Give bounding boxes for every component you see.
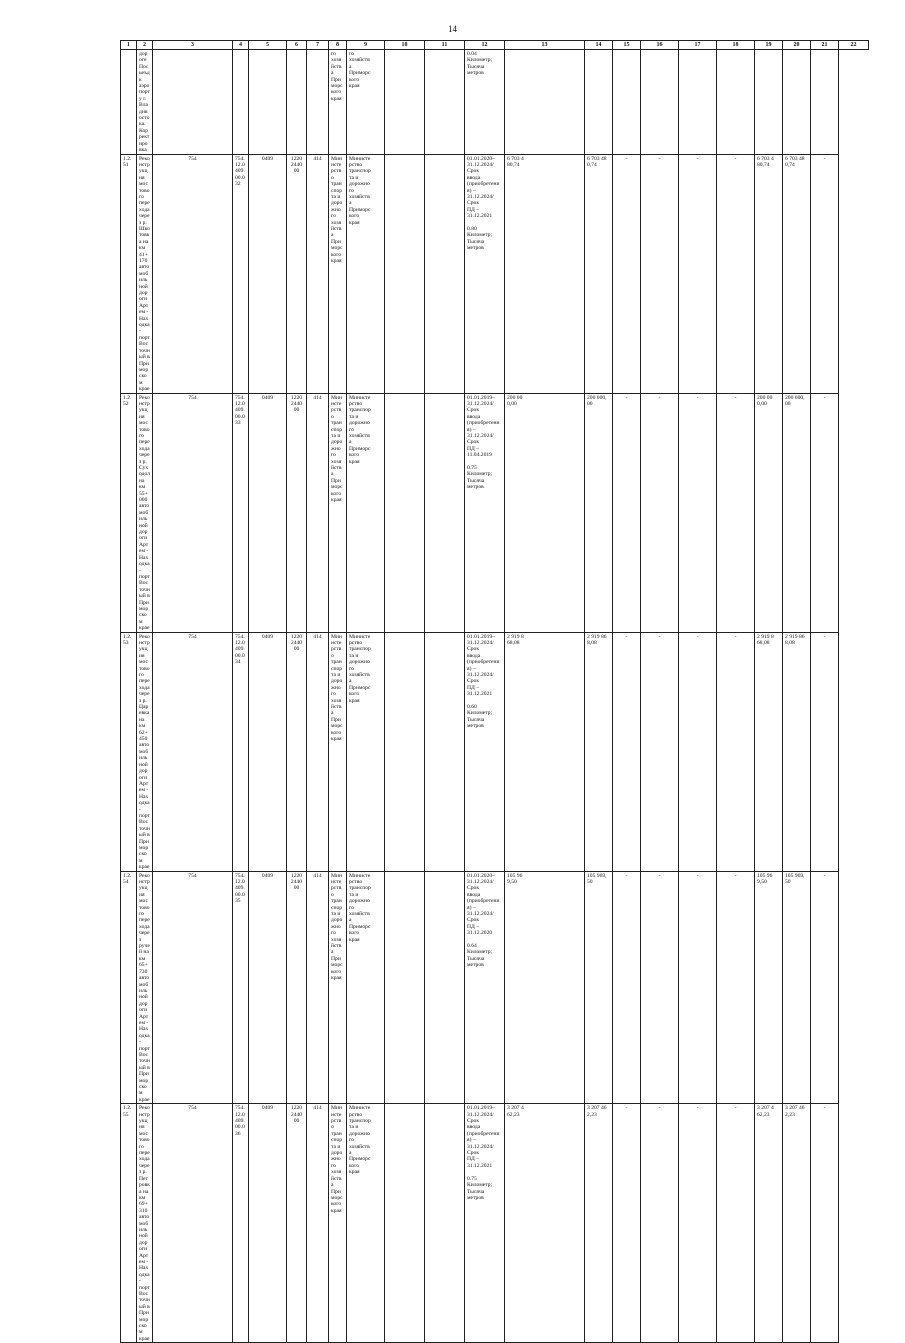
column-header-11: 11 [425,41,465,50]
table-cell-c13: 0.04 Километр; Тысяча метров [465,50,505,155]
table-cell-name: дороге Посьеъд к аэропорту г. Владивостока. Корректировка [137,50,153,155]
column-header-7: 7 [307,41,329,50]
table-cell-c6: 0409 [249,1104,287,1343]
table-row [121,154,869,393]
table-cell-c20 [755,50,783,155]
table-cell-c13: 01.01.2020– 31.12.2024/ Срок ввода (приобретения) – 31.12.2024/ Срок ПД – 31.12.2020 0.64 Километр; Тысяча метров [465,871,505,1104]
table-cell-c12 [425,632,465,871]
table-cell-name: Реконструкция мостового перехода через ручей на км 65+730 автомобильной дороги Артем - Находка - порт Восточный в Приморском крае [137,871,153,1104]
table-cell-no: 1.2. 54 [121,871,137,1104]
table-cell-c4 [153,50,233,155]
table-cell-c21: 200 000, 00 [783,393,811,632]
table-cell-c6 [249,50,287,155]
table-cell-c20: 3 207 4 62,23 [755,1104,783,1343]
table-cell-c20: 2 919 8 68,08 [755,632,783,871]
table-cell-c22: - [811,632,839,871]
table-cell-c5: 754.12.0 409.00.0 36 [233,1104,249,1343]
budget-table [120,40,869,1343]
column-header-10: 10 [385,41,425,50]
table-cell-c19: - [717,632,755,871]
table-cell-c18 [679,50,717,155]
table-cell-c19: - [717,393,755,632]
table-cell-name: Реконструкция мостового перехода через р. Петровка на км 69+310 автомобильной дороги Артем - Находка - порт Восточный в Приморском крае [137,1104,153,1343]
table-cell-c12 [425,1104,465,1343]
table-cell-c16: - [613,1104,641,1343]
table-cell-c5: 754.12.0 409.00.0 32 [233,154,249,393]
table-cell-c14: 2 919 8 68,08 [505,632,585,871]
table-cell-c20: 105 96 9,50 [755,871,783,1104]
column-header-8: 8 [329,41,347,50]
table-cell-c9: го хозяйств а Приморс кого края [329,50,347,155]
column-header-5: 5 [249,41,287,50]
table-cell-c21: 105 969, 50 [783,871,811,1104]
table-cell-c17: - [641,871,679,1104]
table-cell-c6: 0409 [249,154,287,393]
table-cell-c18: - [679,393,717,632]
table-cell-c17: - [641,632,679,871]
table-cell-c22: - [811,393,839,632]
table-cell-c10: Министе рство транспор та и дорожно го хозяйств а Приморс кого края [347,393,385,632]
column-header-20: 20 [783,41,811,50]
table-cell-c8: 414 [307,871,329,1104]
table-cell-c8: 414 [307,1104,329,1343]
table-cell-c15 [585,50,613,155]
table-cell-c4: 754 [153,632,233,871]
table-cell-no: 1.2. 51 [121,154,137,393]
table-cell-c18: - [679,154,717,393]
table-cell-c18: - [679,632,717,871]
table-cell-no [121,50,137,155]
table-cell-c22 [811,50,839,155]
column-header-12: 12 [465,41,505,50]
table-cell-c4: 754 [153,393,233,632]
table-cell-c14: 6 703 4 80,74 [505,154,585,393]
table-cell-c5: 754.12.0 409.00.0 34 [233,632,249,871]
table-cell-c5: 754.12.0 409.00.0 33 [233,393,249,632]
column-header-4: 4 [233,41,249,50]
table-cell-c11 [385,632,425,871]
table-cell-c13: 01.01.2020– 31.12.2024/ Срок ввода (приобретения) – 31.12.2024/ Срок ПД – 31.12.2021 0.80 Километр; Тысяча метров [465,154,505,393]
page-number: 14 [448,24,457,34]
table-cell-c7: 1220 2440 00 [287,1104,307,1343]
table-cell-c4: 754 [153,1104,233,1343]
table-cell-c9: Министе рство транспор та и дорожно го хозяйств а Приморс кого края [329,393,347,632]
table-cell-c7: 1220 2440 00 [287,393,307,632]
column-header-3: 3 [153,41,233,50]
table-cell-c20: 6 703 4 80,74 [755,154,783,393]
column-header-19: 19 [755,41,783,50]
column-header-13: 13 [505,41,585,50]
table-cell-c13: 01.01.2019– 31.12.2024/ Срок ввода (приобретения) – 31.12.2024/ Срок ПД – 31.12.2021 0.60 Километр; Тысяча метров [465,632,505,871]
header-row [121,41,869,50]
table-cell-c16: - [613,871,641,1104]
table-cell-c21: 3 207 46 2,23 [783,1104,811,1343]
table-cell-c15: 2 919 86 8,08 [585,632,613,871]
column-header-1: 1 [121,41,137,50]
table-row [121,50,869,155]
table-cell-c14 [505,50,585,155]
table-cell-name: Реконструкция мостового перехода через р. Царевка на км 62+450 автомобильной дороги Артем - Находка - порт Восточный в Приморском крае [137,632,153,871]
table-cell-c7: 1220 2440 00 [287,632,307,871]
table-cell-c19: - [717,154,755,393]
table-cell-c11 [385,393,425,632]
table-cell-c17 [641,50,679,155]
table-cell-c15: 3 207 46 2,23 [585,1104,613,1343]
table-row [121,1104,869,1343]
table-cell-c21: 2 919 86 8,08 [783,632,811,871]
table-cell-c20: 200 00 0,00 [755,393,783,632]
table-cell-c12 [425,50,465,155]
table-cell-c5 [233,50,249,155]
table-cell-c15: 6 703 48 0,74 [585,154,613,393]
table-cell-c16: - [613,154,641,393]
table-cell-c12 [425,154,465,393]
column-header-15: 15 [613,41,641,50]
table-cell-c9: Министе рство транспор та и дорожно го хозяйств а Приморс кого края [329,871,347,1104]
table-cell-c8: 414 [307,632,329,871]
table-row [121,871,869,1104]
column-header-6: 6 [287,41,307,50]
table-cell-c19 [717,50,755,155]
table-cell-c7: 1220 2440 00 [287,871,307,1104]
table-cell-c4: 754 [153,871,233,1104]
column-header-9: 9 [347,41,385,50]
table-cell-c16: - [613,632,641,871]
table-cell-no: 1.2. 53 [121,632,137,871]
table-cell-c15: 200 000, 00 [585,393,613,632]
table-cell-c18: - [679,1104,717,1343]
table-cell-c18: - [679,871,717,1104]
table-cell-name: Реконструкция мостового перехода через р. Суходол на км 55+000 автомобильной дороги Артем - Находка - порт Восточный в Приморском крае [137,393,153,632]
column-header-14: 14 [585,41,613,50]
table-cell-c17: - [641,154,679,393]
table-cell-c14: 200 00 0,00 [505,393,585,632]
column-header-16: 16 [641,41,679,50]
table-cell-c8 [307,50,329,155]
table-cell-c17: - [641,1104,679,1343]
column-header-17: 17 [679,41,717,50]
table-cell-no: 1.2. 55 [121,1104,137,1343]
table-cell-c10: Министе рство транспор та и дорожно го хозяйств а Приморс кого края [347,154,385,393]
column-header-21: 21 [811,41,839,50]
table-cell-c7: 1220 2440 00 [287,154,307,393]
table-cell-c11 [385,1104,425,1343]
table-cell-c11 [385,871,425,1104]
table-cell-no: 1.2. 52 [121,393,137,632]
column-header-18: 18 [717,41,755,50]
table-cell-c9: Министе рство транспор та и дорожно го хозяйств а Приморс кого края [329,632,347,871]
table-cell-c14: 3 207 4 62,23 [505,1104,585,1343]
table-cell-c16: - [613,393,641,632]
table-cell-c11 [385,50,425,155]
table-cell-c14: 105 96 9,50 [505,871,585,1104]
table-cell-c13: 01.01.2019– 31.12.2024/ Срок ввода (приобретения) – 31.12.2024/ Срок ПД – 31.12.2021 0.75 Километр; Тысяча метров [465,1104,505,1343]
table-cell-c22: - [811,154,839,393]
table-cell-c17: - [641,393,679,632]
table-cell-c9: Министе рство транспор та и дорожно го хозяйств а Приморс кого края [329,154,347,393]
table-cell-c22: - [811,1104,839,1343]
table-cell-c21: 6 703 48 0,74 [783,154,811,393]
table-row [121,393,869,632]
table-cell-c8: 414 [307,393,329,632]
table-cell-c22: - [811,871,839,1104]
table-cell-c15: 105 969, 50 [585,871,613,1104]
table-cell-c6: 0409 [249,871,287,1104]
table-cell-c11 [385,154,425,393]
table-cell-c12 [425,871,465,1104]
table-cell-c10: го хозяйств а Приморс кого края [347,50,385,155]
column-header-2: 2 [137,41,153,50]
table-cell-c13: 01.01.2019– 31.12.2024/ Срок ввода (приобретения) – 31.12.2024/ Срок ПД – 11.04.2019 0.75 Километр; Тысяча метров [465,393,505,632]
table-cell-c9: Министе рство транспор та и дорожно го хозяйств а Приморс кого края [329,1104,347,1343]
table-cell-c12 [425,393,465,632]
table-cell-c6: 0409 [249,632,287,871]
table-cell-c6: 0409 [249,393,287,632]
table-cell-c19: - [717,871,755,1104]
table-row [121,632,869,871]
table-cell-c10: Министе рство транспор та и дорожно го хозяйств а Приморс кого края [347,871,385,1104]
column-header-22: 22 [839,41,869,50]
table-cell-name: Реконструкция мостового перехода через р. Шкотовка на км 41+170 автомобильной дороги Артем - Находка - порт Восточный в Приморском крае [137,154,153,393]
scan-mark: . [150,568,152,574]
table-cell-c21 [783,50,811,155]
table-cell-c5: 754.12.0 409.00.0 35 [233,871,249,1104]
table-cell-c19: - [717,1104,755,1343]
table-cell-c7 [287,50,307,155]
table-cell-c4: 754 [153,154,233,393]
table-cell-c10: Министе рство транспор та и дорожно го хозяйств а Приморс кого края [347,1104,385,1343]
table-cell-c8: 414 [307,154,329,393]
table-cell-c10: Министе рство транспор та и дорожно го хозяйств а Приморс кого края [347,632,385,871]
table-cell-c16 [613,50,641,155]
